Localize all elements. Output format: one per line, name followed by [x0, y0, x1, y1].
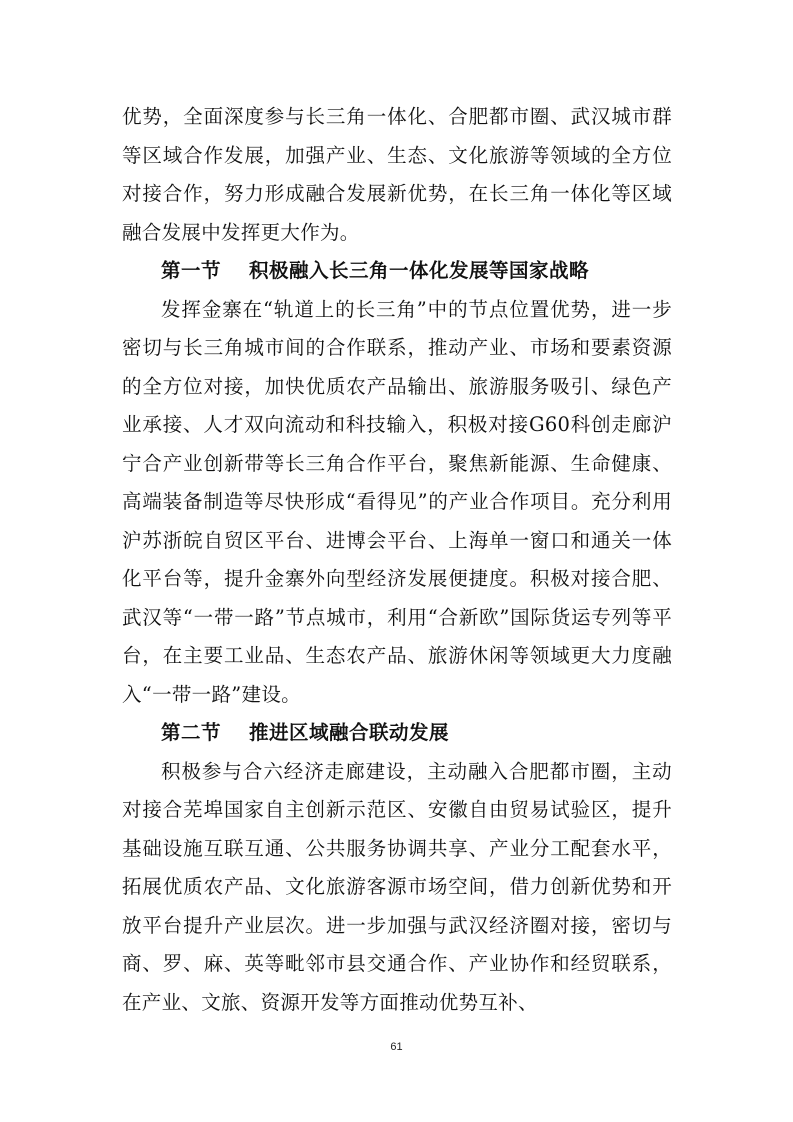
- section-title: 推进区域融合联动发展: [249, 721, 450, 744]
- paragraph-continued: 优势，全面深度参与长三角一体化、合肥都市圈、武汉城市群等区域合作发展，加强产业、生态、文化旅游等领域的全方位对接合作，努力形成融合发展新优势，在长三角一体化等区域融合发展中发挥更大作为。: [122, 105, 672, 244]
- section-number: 第一节: [161, 259, 222, 282]
- section-heading-2: [122, 714, 672, 753]
- section-title: 积极融入长三角一体化发展等国家战略: [249, 259, 590, 282]
- page-body: [122, 98, 672, 1022]
- section-number: 第二节: [161, 721, 222, 744]
- page-number: 61: [390, 1041, 403, 1053]
- paragraph-section-1: 发挥金寨在“轨道上的长三角”中的节点位置优势，进一步密切与长三角城市间的合作联系，推动产业、市场和要素资源的全方位对接，加快优质农产品输出、旅游服务吸引、绿色产业承接、人才双向流动和科技输入，积极对接G60科创走廊沪宁合产业创新带等长三角合作平台，聚焦新能源、生命健康、高端装备制造等尽快形成“看得见”的产业合作项目。充分利用沪苏浙皖自贸区平台、进博会平台、上海单一窗口和通关一体化平台等，提升金寨外向型经济发展便捷度。积极对接合肥、武汉等“一带一路”节点城市，利用“合新欧”国际货运专列等平台，在主要工业品、生态农产品、旅游休闲等领域更大力度融入“一带一路”建设。: [122, 297, 672, 706]
- section-heading-1: [122, 252, 672, 291]
- paragraph-section-2: 积极参与合六经济走廊建设，主动融入合肥都市圈，主动对接合芜埠国家自主创新示范区、安徽自由贸易试验区，提升基础设施互联互通、公共服务协调共享、产业分工配套水平，拓展优质农产品、文化旅游客源市场空间，借力创新优势和开放平台提升产业层次。进一步加强与武汉经济圈对接，密切与商、罗、麻、英等毗邻市县交通合作、产业协作和经贸联系，在产业、文旅、资源开发等方面推动优势互补、: [122, 759, 672, 1014]
